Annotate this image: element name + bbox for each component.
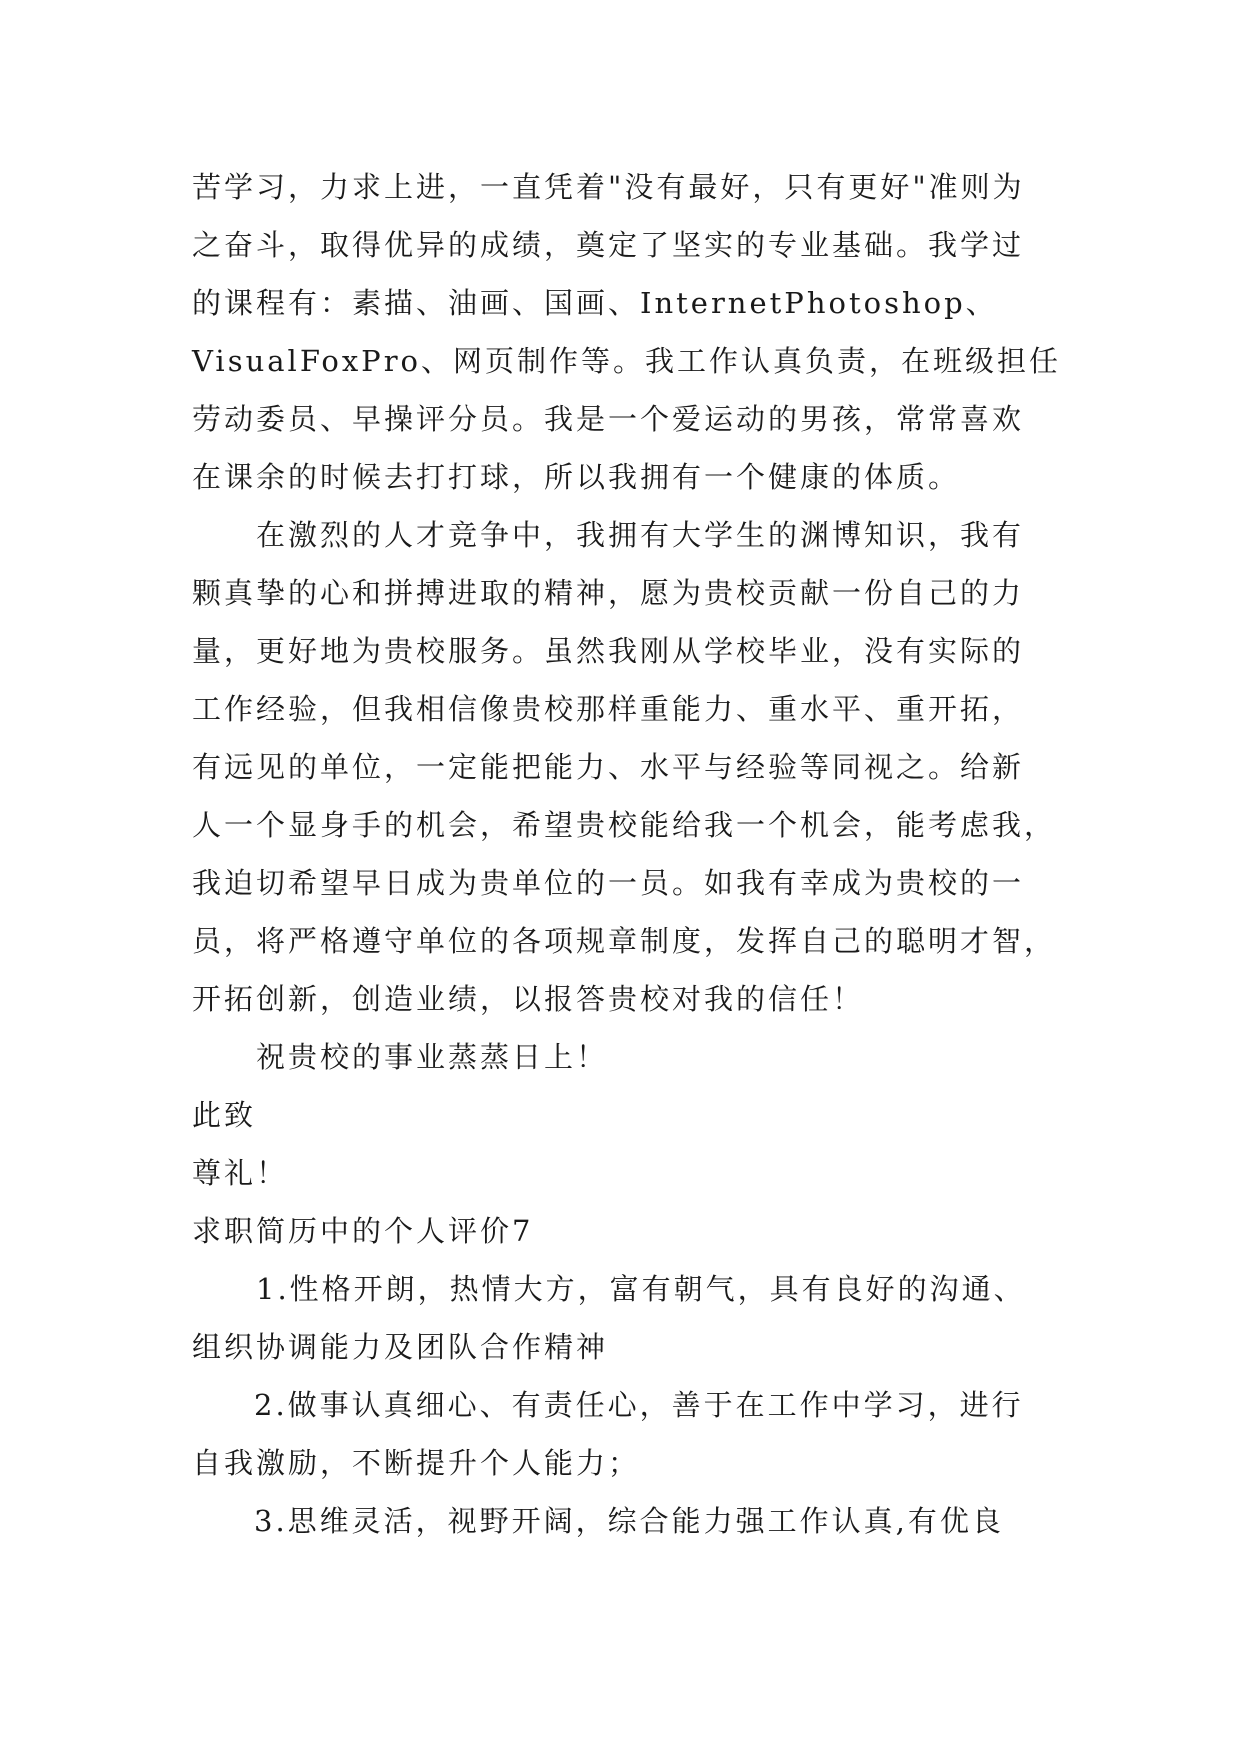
text-line: 苦学习，力求上进，一直凭着"没有最好，只有更好"准则为 [192, 170, 1025, 204]
paragraph-start-line: 在激烈的人才竞争中，我拥有大学生的渊博知识，我有 [256, 518, 1025, 552]
text-line: 颗真挚的心和拼搏进取的精神，愿为贵校贡献一份自己的力 [192, 576, 1025, 610]
text-line: 组织协调能力及团队合作精神 [192, 1330, 609, 1364]
document-body [192, 158, 1062, 1550]
text-line: 开拓创新，创造业绩，以报答贵校对我的信任！ [192, 982, 865, 1016]
list-item-3: 3.思维灵活，视野开阔，综合能力强工作认真,有优良 [254, 1504, 1004, 1538]
text-line: 的课程有：素描、油画、国画、InternetPhotoshop、 [192, 286, 998, 320]
salutation: 此致 [192, 1098, 257, 1132]
text-line: VisualFoxPro、网页制作等。我工作认真负责，在班级担任 [192, 344, 1062, 378]
text-line: 人一个显身手的机会，希望贵校能给我一个机会，能考虑我， [192, 808, 1057, 842]
text-line: 劳动委员、早操评分员。我是一个爱运动的男孩，常常喜欢 [192, 402, 1025, 436]
text-line: 量，更好地为贵校服务。虽然我刚从学校毕业，没有实际的 [192, 634, 1025, 668]
text-line: 在课余的时候去打打球，所以我拥有一个健康的体质。 [192, 460, 961, 494]
section-heading: 求职简历中的个人评价7 [192, 1214, 534, 1248]
list-item-2: 2.做事认真细心、有责任心，善于在工作中学习，进行 [254, 1388, 1024, 1422]
text-line: 员，将严格遵守单位的各项规章制度，发挥自己的聪明才智， [192, 924, 1057, 958]
text-line: 自我激励，不断提升个人能力； [192, 1446, 641, 1480]
salutation-regards: 尊礼！ [192, 1156, 289, 1190]
text-line: 我迫切希望早日成为贵单位的一员。如我有幸成为贵校的一 [192, 866, 1025, 900]
text-line: 之奋斗，取得优异的成绩，奠定了坚实的专业基础。我学过 [192, 228, 1025, 262]
text-line: 有远见的单位，一定能把能力、水平与经验等同视之。给新 [192, 750, 1025, 784]
closing-wish: 祝贵校的事业蒸蒸日上！ [256, 1040, 609, 1074]
list-item-1: 1.性格开朗，热情大方，富有朝气，具有良好的沟通、 [256, 1272, 1026, 1306]
text-line: 工作经验，但我相信像贵校那样重能力、重水平、重开拓， [192, 692, 1025, 726]
